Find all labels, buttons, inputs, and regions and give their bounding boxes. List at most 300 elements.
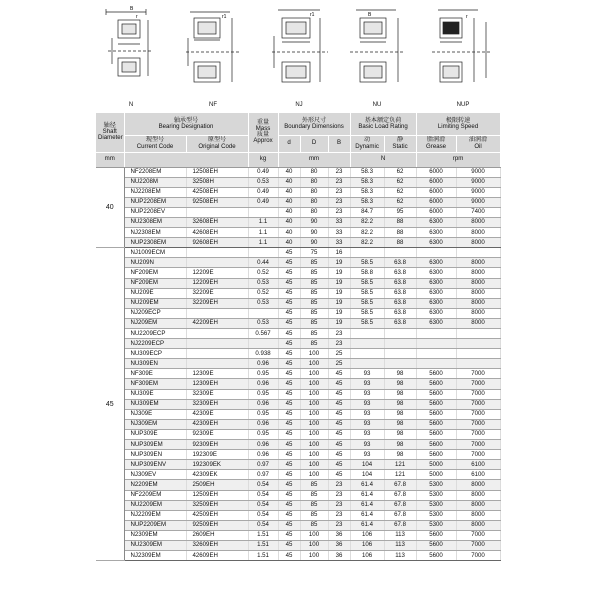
table-row (96, 207, 500, 217)
current-code: NU2309EM (124, 540, 186, 550)
original-code: 42309EH (186, 419, 248, 429)
dim-D: 80 (300, 187, 328, 197)
load-static: 98 (384, 429, 416, 439)
table-row (96, 268, 500, 278)
header-static: 静 Static (384, 135, 416, 152)
header-oil: 油润滑 Oil (456, 135, 500, 152)
dim-D: 100 (300, 389, 328, 399)
speed-oil: 8000 (456, 278, 500, 288)
table-row (96, 540, 500, 550)
current-code: NF209EM (124, 278, 186, 288)
dim-D: 100 (300, 409, 328, 419)
mass: 1.51 (248, 540, 278, 550)
load-dynamic: 93 (350, 399, 384, 409)
load-dynamic: 58.5 (350, 308, 384, 318)
load-static: 98 (384, 419, 416, 429)
dim-D: 80 (300, 207, 328, 217)
mass: 0.53 (248, 298, 278, 308)
speed-grease: 5600 (416, 409, 456, 419)
speed-oil: 8000 (456, 318, 500, 328)
load-static: 113 (384, 530, 416, 540)
original-code: 32209EH (186, 298, 248, 308)
dim-B: 23 (328, 520, 350, 530)
dim-D: 85 (300, 510, 328, 520)
dim-B: 25 (328, 349, 350, 359)
dim-d: 45 (278, 429, 300, 439)
load-static: 98 (384, 389, 416, 399)
dim-B: 19 (328, 288, 350, 298)
drawing-label: NF (209, 102, 217, 108)
table-row (96, 409, 500, 419)
load-static: 88 (384, 228, 416, 238)
speed-grease: 6300 (416, 238, 456, 248)
load-dynamic: 58.5 (350, 288, 384, 298)
load-dynamic: 104 (350, 470, 384, 480)
load-static: 98 (384, 440, 416, 450)
drawing-n (100, 6, 162, 106)
speed-oil: 7000 (456, 389, 500, 399)
svg-text:r1: r1 (310, 12, 315, 18)
speed-oil (456, 329, 500, 339)
dim-B: 16 (328, 248, 350, 258)
load-dynamic: 106 (350, 551, 384, 561)
header-d: d (278, 135, 300, 152)
dim-d: 45 (278, 460, 300, 470)
load-dynamic: 58.5 (350, 258, 384, 268)
dim-d: 45 (278, 379, 300, 389)
mass: 0.96 (248, 399, 278, 409)
dim-D: 85 (300, 278, 328, 288)
speed-grease: 5600 (416, 530, 456, 540)
unit-shaft-mm: mm (96, 152, 124, 167)
dim-B: 36 (328, 551, 350, 561)
current-code: NF309E (124, 369, 186, 379)
speed-grease: 6300 (416, 308, 456, 318)
load-static: 63.8 (384, 258, 416, 268)
speed-oil: 7000 (456, 440, 500, 450)
dim-d: 45 (278, 369, 300, 379)
current-code: NU2208M (124, 177, 186, 187)
table-row (96, 530, 500, 540)
original-code: 42309E (186, 409, 248, 419)
bearing-section-n-icon (100, 6, 162, 96)
original-code (186, 308, 248, 318)
speed-oil: 9000 (456, 187, 500, 197)
mass: 0.938 (248, 349, 278, 359)
current-code: NU209E (124, 288, 186, 298)
original-code: 32309E (186, 389, 248, 399)
load-dynamic: 61.4 (350, 490, 384, 500)
speed-grease: 5600 (416, 540, 456, 550)
table-row (96, 480, 500, 490)
speed-grease (416, 359, 456, 369)
dim-B: 45 (328, 450, 350, 460)
current-code: NUP309E (124, 429, 186, 439)
load-dynamic: 58.8 (350, 268, 384, 278)
dim-d: 45 (278, 298, 300, 308)
original-code: 42309EK (186, 470, 248, 480)
dim-B: 19 (328, 308, 350, 318)
dim-B: 19 (328, 278, 350, 288)
header-grease: 脂润滑 Grease (416, 135, 456, 152)
mass: 0.53 (248, 318, 278, 328)
dim-D: 85 (300, 318, 328, 328)
load-dynamic: 84.7 (350, 207, 384, 217)
original-code: 92309EH (186, 440, 248, 450)
original-code: 192309E (186, 450, 248, 460)
speed-oil: 8000 (456, 238, 500, 248)
load-static: 63.8 (384, 318, 416, 328)
drawing-nj (264, 6, 334, 106)
dim-D: 75 (300, 248, 328, 258)
dim-D: 85 (300, 339, 328, 349)
speed-grease: 6300 (416, 258, 456, 268)
dim-d: 45 (278, 349, 300, 359)
table-row (96, 520, 500, 530)
load-dynamic: 58.5 (350, 298, 384, 308)
speed-oil: 7000 (456, 429, 500, 439)
mass: 0.53 (248, 278, 278, 288)
table-row (96, 551, 500, 561)
table-row (96, 369, 500, 379)
dim-D: 80 (300, 177, 328, 187)
current-code: NJ2208EM (124, 187, 186, 197)
dim-D: 100 (300, 551, 328, 561)
dim-B: 23 (328, 177, 350, 187)
table-row (96, 460, 500, 470)
mass: 0.54 (248, 510, 278, 520)
dim-d: 45 (278, 540, 300, 550)
mass: 1.51 (248, 530, 278, 540)
table-row (96, 288, 500, 298)
drawing-label: NU (372, 102, 382, 108)
mass: 0.95 (248, 389, 278, 399)
dim-d: 45 (278, 480, 300, 490)
dim-B: 25 (328, 359, 350, 369)
bearing-section-nu-icon (344, 6, 410, 96)
dim-B: 45 (328, 379, 350, 389)
speed-grease: 5300 (416, 500, 456, 510)
dim-d: 40 (278, 207, 300, 217)
dim-d: 45 (278, 318, 300, 328)
current-code: NU2209EM (124, 500, 186, 510)
speed-grease: 6300 (416, 217, 456, 227)
drawing-label: N (128, 102, 134, 108)
header-bearing-designation: 轴承型号 Bearing Designation (124, 113, 248, 135)
svg-text:r: r (466, 14, 468, 20)
speed-grease: 5600 (416, 399, 456, 409)
load-static (384, 329, 416, 339)
dim-d: 45 (278, 440, 300, 450)
current-code: NU2308EM (124, 217, 186, 227)
speed-grease (416, 248, 456, 258)
dim-B: 45 (328, 419, 350, 429)
dim-d: 45 (278, 490, 300, 500)
load-static: 98 (384, 409, 416, 419)
current-code: NUP309EM (124, 440, 186, 450)
table-body (96, 167, 500, 561)
svg-text:r: r (136, 14, 138, 20)
original-code: 32609EH (186, 540, 248, 550)
dim-D: 85 (300, 520, 328, 530)
table-row (96, 399, 500, 409)
original-code: 42608EH (186, 228, 248, 238)
load-dynamic: 82.2 (350, 228, 384, 238)
load-dynamic: 58.3 (350, 197, 384, 207)
load-dynamic: 58.5 (350, 278, 384, 288)
load-static: 88 (384, 238, 416, 248)
mass: 0.54 (248, 500, 278, 510)
load-static: 98 (384, 369, 416, 379)
header-mass: 重量 Mass 质量 Approx (248, 113, 278, 152)
dim-D: 85 (300, 258, 328, 268)
dim-B: 45 (328, 369, 350, 379)
table-row (96, 440, 500, 450)
dim-D: 85 (300, 308, 328, 318)
current-code: NU309EM (124, 399, 186, 409)
load-static: 62 (384, 167, 416, 177)
current-code: NU309ECP (124, 349, 186, 359)
load-static (384, 359, 416, 369)
header-boundary: 外形尺寸 Boundary Dimensions (278, 113, 350, 135)
current-code: NF209EM (124, 268, 186, 278)
load-static: 67.8 (384, 510, 416, 520)
load-static (384, 248, 416, 258)
speed-grease: 5600 (416, 450, 456, 460)
dim-d: 45 (278, 329, 300, 339)
load-static: 63.8 (384, 268, 416, 278)
drawing-nu (344, 6, 410, 106)
dim-D: 85 (300, 298, 328, 308)
dim-B: 45 (328, 470, 350, 480)
table-row (96, 197, 500, 207)
original-code: 42509EH (186, 510, 248, 520)
dim-d: 40 (278, 177, 300, 187)
speed-grease: 5600 (416, 419, 456, 429)
dim-d: 45 (278, 510, 300, 520)
speed-oil: 7000 (456, 540, 500, 550)
current-code: NJ2209ECP (124, 339, 186, 349)
current-code: NUP309ENV (124, 460, 186, 470)
dim-D: 100 (300, 349, 328, 359)
original-code: 12309EH (186, 379, 248, 389)
mass: 0.96 (248, 379, 278, 389)
bearing-section-nj-icon (264, 6, 334, 96)
dim-B: 45 (328, 389, 350, 399)
svg-text:B: B (130, 6, 134, 12)
header-current-code: 现型号 Current Code (124, 135, 186, 152)
current-code: NU309EN (124, 359, 186, 369)
table-row (96, 389, 500, 399)
dim-D: 100 (300, 530, 328, 540)
speed-grease: 5600 (416, 440, 456, 450)
speed-oil (456, 359, 500, 369)
load-dynamic: 93 (350, 440, 384, 450)
load-static: 63.8 (384, 288, 416, 298)
speed-oil: 6100 (456, 460, 500, 470)
svg-text:B: B (368, 12, 372, 18)
table-row (96, 379, 500, 389)
speed-oil: 8000 (456, 298, 500, 308)
table-row (96, 167, 500, 177)
original-code: 32508H (186, 177, 248, 187)
current-code: NJ2209EM (124, 510, 186, 520)
speed-grease: 5300 (416, 510, 456, 520)
speed-oil: 8000 (456, 258, 500, 268)
mass (248, 308, 278, 318)
dim-D: 100 (300, 429, 328, 439)
dim-B: 23 (328, 490, 350, 500)
dim-D: 90 (300, 238, 328, 248)
load-dynamic: 61.4 (350, 510, 384, 520)
dim-D: 80 (300, 167, 328, 177)
speed-oil: 8000 (456, 490, 500, 500)
speed-oil: 6100 (456, 470, 500, 480)
original-code (186, 248, 248, 258)
load-dynamic: 93 (350, 369, 384, 379)
drawing-nf (180, 6, 246, 106)
speed-grease: 6000 (416, 177, 456, 187)
original-code (186, 207, 248, 217)
dim-B: 19 (328, 318, 350, 328)
speed-oil: 7000 (456, 369, 500, 379)
speed-grease: 5000 (416, 470, 456, 480)
mass: 0.54 (248, 490, 278, 500)
load-static: 67.8 (384, 480, 416, 490)
mass: 0.49 (248, 187, 278, 197)
speed-oil: 7000 (456, 530, 500, 540)
original-code (186, 329, 248, 339)
load-dynamic (350, 359, 384, 369)
speed-grease: 5000 (416, 460, 456, 470)
dim-d: 45 (278, 450, 300, 460)
speed-grease: 5300 (416, 490, 456, 500)
original-code: 92309E (186, 429, 248, 439)
dim-D: 100 (300, 369, 328, 379)
current-code: NF2208EM (124, 167, 186, 177)
speed-grease: 5600 (416, 551, 456, 561)
load-dynamic (350, 339, 384, 349)
table-row (96, 470, 500, 480)
load-dynamic: 93 (350, 419, 384, 429)
dim-B: 23 (328, 167, 350, 177)
dim-D: 100 (300, 359, 328, 369)
speed-grease: 6000 (416, 207, 456, 217)
mass: 0.49 (248, 167, 278, 177)
current-code: NUP2208EV (124, 207, 186, 217)
speed-oil: 7000 (456, 399, 500, 409)
load-static: 67.8 (384, 500, 416, 510)
speed-grease: 6300 (416, 228, 456, 238)
speed-oil: 8000 (456, 500, 500, 510)
dim-d: 45 (278, 399, 300, 409)
speed-oil: 8000 (456, 288, 500, 298)
table-row (96, 228, 500, 238)
speed-grease (416, 329, 456, 339)
table-row (96, 278, 500, 288)
dim-d: 45 (278, 258, 300, 268)
dim-d: 45 (278, 268, 300, 278)
dim-B: 19 (328, 298, 350, 308)
unit-kg: kg (248, 152, 278, 167)
current-code: NU2209ECP (124, 329, 186, 339)
original-code: 32608EH (186, 217, 248, 227)
table-row (96, 359, 500, 369)
mass: 0.52 (248, 268, 278, 278)
current-code: NUP2208EM (124, 197, 186, 207)
dim-d: 45 (278, 359, 300, 369)
original-code: 32509EH (186, 500, 248, 510)
load-dynamic: 58.3 (350, 167, 384, 177)
dim-B: 45 (328, 409, 350, 419)
dim-B: 33 (328, 238, 350, 248)
dim-D: 85 (300, 288, 328, 298)
speed-oil: 7000 (456, 379, 500, 389)
dim-B: 45 (328, 429, 350, 439)
load-static: 62 (384, 187, 416, 197)
dim-D: 90 (300, 228, 328, 238)
current-code: NU309E (124, 389, 186, 399)
dim-d: 45 (278, 419, 300, 429)
header-dynamic: 动 Dynamic (350, 135, 384, 152)
load-static (384, 339, 416, 349)
table-row (96, 238, 500, 248)
unit-rpm: rpm (416, 152, 500, 167)
mass: 0.54 (248, 520, 278, 530)
speed-oil: 8000 (456, 480, 500, 490)
speed-oil (456, 248, 500, 258)
speed-oil: 7000 (456, 450, 500, 460)
original-code: 2609EH (186, 530, 248, 540)
mass: 0.97 (248, 460, 278, 470)
speed-grease: 6300 (416, 298, 456, 308)
mass: 1.1 (248, 238, 278, 248)
header-original-code: 原型号 Original Code (186, 135, 248, 152)
table-row (96, 258, 500, 268)
load-dynamic (350, 248, 384, 258)
speed-grease: 5600 (416, 429, 456, 439)
current-code: NJ309EV (124, 470, 186, 480)
load-dynamic (350, 329, 384, 339)
drawing-label: NUP (456, 102, 470, 108)
dim-B: 36 (328, 530, 350, 540)
dim-d: 45 (278, 409, 300, 419)
current-code: NU209EM (124, 298, 186, 308)
dim-B: 33 (328, 228, 350, 238)
current-code: NUP309EN (124, 450, 186, 460)
load-static: 121 (384, 460, 416, 470)
dim-d: 45 (278, 500, 300, 510)
dim-D: 100 (300, 379, 328, 389)
dim-B: 36 (328, 540, 350, 550)
mass: 1.51 (248, 551, 278, 561)
mass: 1.1 (248, 228, 278, 238)
speed-grease: 6000 (416, 197, 456, 207)
table-row (96, 450, 500, 460)
dim-B: 45 (328, 399, 350, 409)
bearing-section-nf-icon (180, 6, 246, 96)
dim-B: 23 (328, 329, 350, 339)
shaft-diameter: 40 (96, 167, 124, 248)
table-row (96, 187, 500, 197)
original-code: 12508EH (186, 167, 248, 177)
table-row (96, 429, 500, 439)
table-row (96, 248, 500, 258)
load-static: 62 (384, 197, 416, 207)
load-dynamic: 106 (350, 540, 384, 550)
load-dynamic: 106 (350, 530, 384, 540)
dim-d: 40 (278, 187, 300, 197)
